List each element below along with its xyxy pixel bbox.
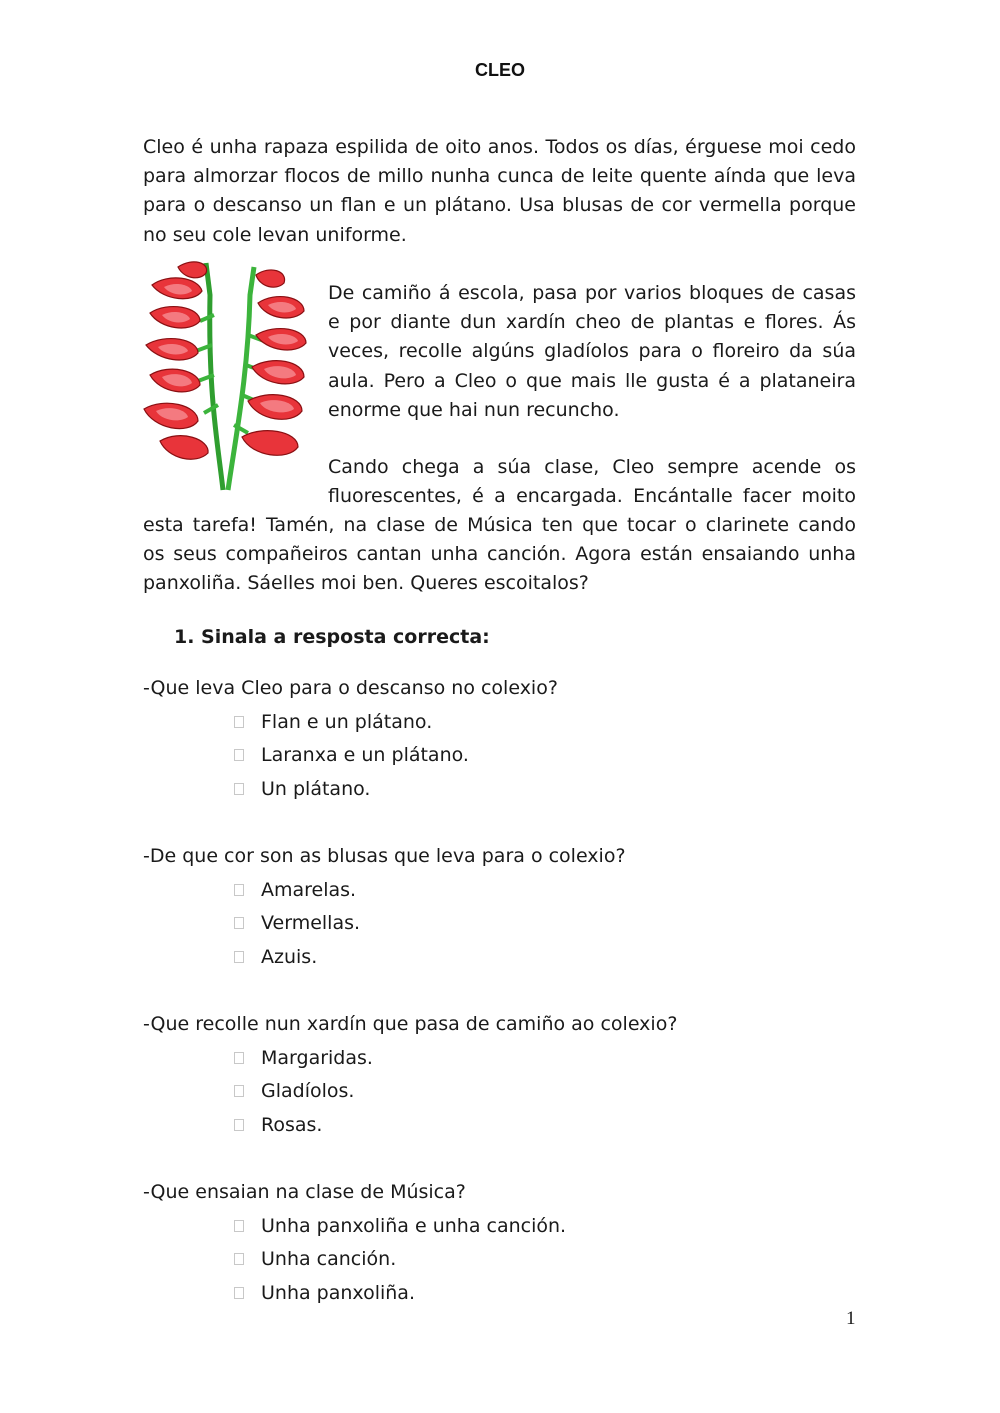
option-label: Gladíolos. bbox=[261, 1080, 355, 1102]
paragraph-garden bbox=[328, 279, 856, 425]
checkbox[interactable] bbox=[234, 1052, 244, 1064]
checkbox[interactable] bbox=[234, 1119, 244, 1131]
checkbox[interactable] bbox=[234, 783, 244, 795]
paragraph-line: enorme que hai nun recuncho. bbox=[328, 398, 620, 421]
paragraph-class bbox=[143, 511, 856, 599]
paragraph-line: fluorescentes, é a encargada. Encántalle facer moito bbox=[328, 485, 856, 508]
page-title: CLEO bbox=[474, 60, 525, 80]
paragraph-class-wrapped bbox=[328, 453, 856, 511]
option-label: Azuis. bbox=[261, 946, 318, 968]
question-text: -Que recolle nun xardín que pasa de camiño ao colexio? bbox=[143, 1013, 678, 1035]
option-label: Amarelas. bbox=[261, 879, 357, 901]
checkbox[interactable] bbox=[234, 917, 244, 929]
paragraph-line: aula. Pero a Cleo o que mais lle gusta é a plataneira bbox=[328, 369, 856, 392]
paragraph-line: os seus compañeiros cantan unha canción. Agora están ensaiando unha bbox=[143, 543, 856, 566]
answer-option[interactable] bbox=[234, 1080, 354, 1102]
paragraph-line: esta tarefa! Tamén, na clase de Música ten que tocar o clarinete cando bbox=[143, 514, 856, 536]
answer-option[interactable] bbox=[234, 778, 370, 800]
page-number: 1 bbox=[846, 1308, 856, 1329]
checkbox[interactable] bbox=[234, 884, 244, 896]
option-label: Unha canción. bbox=[261, 1248, 397, 1270]
option-label: Unha panxoliña e unha canción. bbox=[261, 1215, 567, 1237]
checkbox[interactable] bbox=[234, 749, 244, 761]
option-label: Rosas. bbox=[261, 1114, 323, 1136]
question-text: -Que leva Cleo para o descanso no colexio? bbox=[143, 677, 558, 699]
answer-option[interactable] bbox=[234, 879, 356, 901]
answer-option[interactable] bbox=[234, 744, 469, 766]
option-label: Margaridas. bbox=[261, 1047, 373, 1069]
option-label: Vermellas. bbox=[261, 912, 361, 934]
answer-option[interactable] bbox=[234, 1114, 322, 1136]
answer-option[interactable] bbox=[234, 1282, 415, 1304]
answer-option[interactable] bbox=[234, 1215, 566, 1237]
gladiolus-illustration bbox=[138, 255, 313, 495]
option-label: Unha panxoliña. bbox=[261, 1282, 415, 1304]
paragraph-line: e por diante dun xardín cheo de plantas e flores. Ás bbox=[328, 311, 856, 334]
intro-paragraph bbox=[143, 133, 856, 250]
paragraph-line: Cando chega a súa clase, Cleo sempre acende os bbox=[328, 456, 856, 478]
paragraph-line: veces, recolle algúns gladíolos para o floreiro da súa bbox=[328, 340, 856, 363]
checkbox[interactable] bbox=[234, 1220, 244, 1232]
answer-option[interactable] bbox=[234, 1248, 396, 1270]
checkbox[interactable] bbox=[234, 1085, 244, 1097]
answer-option[interactable] bbox=[234, 711, 432, 733]
intro-line: para o descanso un flan e un plátano. Usa blusas de cor vermella porque bbox=[143, 194, 856, 217]
exercise-title: 1. Sinala a resposta correcta: bbox=[174, 626, 490, 648]
option-label: Laranxa e un plátano. bbox=[261, 744, 469, 766]
answer-option[interactable] bbox=[234, 1047, 373, 1069]
checkbox[interactable] bbox=[234, 1253, 244, 1265]
question-text: -Que ensaian na clase de Música? bbox=[143, 1181, 466, 1203]
paragraph-line: panxoliña. Sáelles moi ben. Queres escoitalos? bbox=[143, 572, 589, 595]
checkbox[interactable] bbox=[234, 951, 244, 963]
intro-line: no seu cole levan uniforme. bbox=[143, 223, 407, 246]
answer-option[interactable] bbox=[234, 912, 360, 934]
checkbox[interactable] bbox=[234, 1287, 244, 1299]
checkbox[interactable] bbox=[234, 716, 244, 728]
question-text: -De que cor son as blusas que leva para o colexio? bbox=[143, 845, 626, 867]
answer-option[interactable] bbox=[234, 946, 317, 968]
option-label: Un plátano. bbox=[261, 778, 371, 800]
paragraph-line: De camiño á escola, pasa por varios bloques de casas bbox=[328, 282, 856, 304]
option-label: Flan e un plátano. bbox=[261, 711, 433, 733]
intro-line: Cleo é unha rapaza espilida de oito anos. Todos os días, érguese moi cedo bbox=[143, 136, 856, 158]
intro-line: para almorzar flocos de millo nunha cunca de leite quente aínda que leva bbox=[143, 165, 856, 188]
